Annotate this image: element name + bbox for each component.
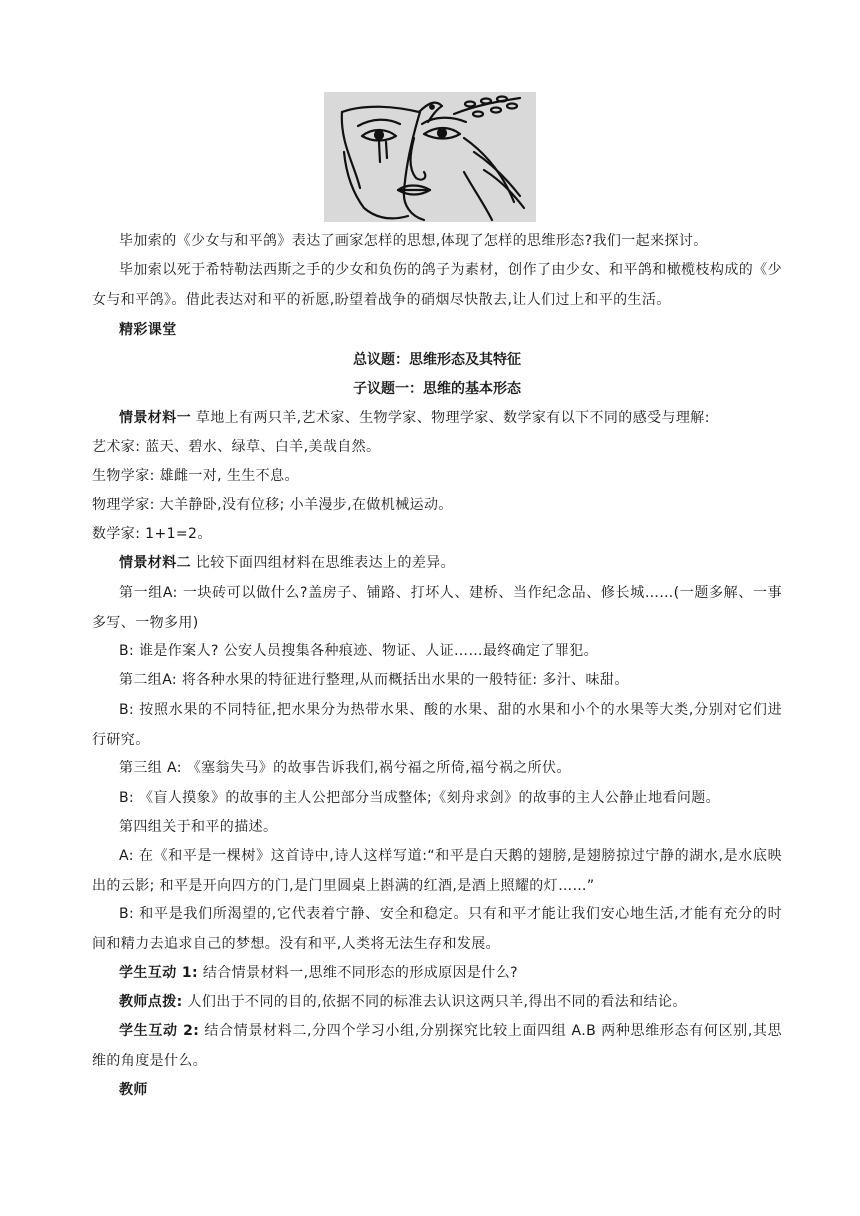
interaction-2-label: 学生互动 2: [119, 1023, 200, 1039]
student-interaction-2 [92, 1017, 782, 1076]
teacher-label-2: 教师 [119, 1082, 148, 1098]
physicist-view: 物理学家: 大羊静卧,没有位移; 小羊漫步,在做机械运动。 [92, 497, 453, 513]
group-4-heading: 第四组关于和平的描述。 [119, 819, 278, 835]
illustration [324, 92, 536, 222]
group-4-b: B: 和平是我们所渴望的,它代表着宁静、安全和稳定。只有和平才能让我们安心地生活,才能有充分的时间和精力去追求自己的梦想。没有和平,人类将无法生存和发展。 [92, 906, 782, 952]
material-2-intro [92, 549, 782, 579]
section-label: 精彩课堂 [119, 322, 177, 338]
material-2-label: 情景材料二 [119, 555, 191, 571]
material-1-text: 草地上有两只羊,艺术家、生物学家、物理学家、数学家有以下不同的感受与理解: [191, 410, 710, 426]
intro-paragraph-1: 毕加索的《少女与和平鸽》表达了画家怎样的思想,体现了怎样的思维形态?我们一起来探讨。 [119, 233, 708, 249]
teacher-hint-1 [92, 988, 782, 1018]
sub-topic-heading: 子议题一：思维的基本形态 [353, 381, 521, 397]
group-1-a: 第一组A: 一块砖可以做什么?盖房子、铺路、打坏人、建桥、当作纪念品、修长城……(一题多解、一事多写、一物多用) [92, 585, 782, 631]
interaction-1-label: 学生互动 1: [119, 965, 199, 981]
main-topic-heading: 总议题：思维形态及其特征 [353, 352, 521, 368]
teacher-1-label: 教师点拨: [119, 994, 183, 1010]
mathematician-view: 数学家: 1+1=2。 [92, 526, 212, 542]
material-1-intro [92, 404, 782, 434]
group-2-b: B: 按照水果的不同特征,把水果分为热带水果、酸的水果、甜的水果和小个的水果等大类,分别对它们进行研究。 [92, 702, 782, 748]
group-3-b: B: 《盲人摸象》的故事的主人公把部分当成整体;《刻舟求剑》的故事的主人公静止地看问题。 [119, 790, 721, 806]
group-1-b: B: 谁是作案人? 公安人员搜集各种痕迹、物证、人证……最终确定了罪犯。 [119, 643, 599, 659]
group-2-a: 第二组A: 将各种水果的特征进行整理,从而概括出水果的一般特征: 多汁、味甜。 [119, 672, 629, 688]
intro-paragraph-2: 毕加索以死于希特勒法西斯之手的少女和负伤的鸽子为素材，创作了由少女、和平鸽和橄榄枝构成的《少女与和平鸽》。借此表达对和平的祈愿,盼望着战争的硝烟尽快散去,让人们过上和平的生活。 [92, 262, 782, 308]
material-2-text: 比较下面四组材料在思维表达上的差异。 [191, 555, 456, 571]
interaction-1-text: 结合情景材料一,思维不同形态的形成原因是什么? [198, 965, 518, 981]
group-4-a: A: 在《和平是一棵树》这首诗中,诗人这样写道:“和平是白天鹅的翅膀,是翅膀掠过宁静的湖水,是水底映出的云影; 和平是开向四方的门,是门里圆桌上斟满的红酒,是酒上照耀的灯……” [92, 848, 782, 894]
material-1-label: 情景材料一 [119, 410, 191, 426]
student-interaction-1 [92, 959, 782, 989]
group-3-a: 第三组 A: 《塞翁失马》的故事告诉我们,祸兮福之所倚,福兮祸之所伏。 [119, 760, 571, 776]
picasso-girl-and-dove-drawing-icon [324, 92, 536, 222]
artist-view: 艺术家: 蓝天、碧水、绿草、白羊,美哉自然。 [92, 439, 381, 455]
teacher-1-text: 人们出于不同的目的,依据不同的标准去认识这两只羊,得出不同的看法和结论。 [182, 994, 687, 1010]
interaction-2-text: 结合情景材料二,分四个学习小组,分别探究比较上面四组 A.B 两种思维形态有何区别,其思维的角度是什么。 [92, 1023, 782, 1069]
biologist-view: 生物学家: 雄雌一对, 生生不息。 [92, 468, 299, 484]
